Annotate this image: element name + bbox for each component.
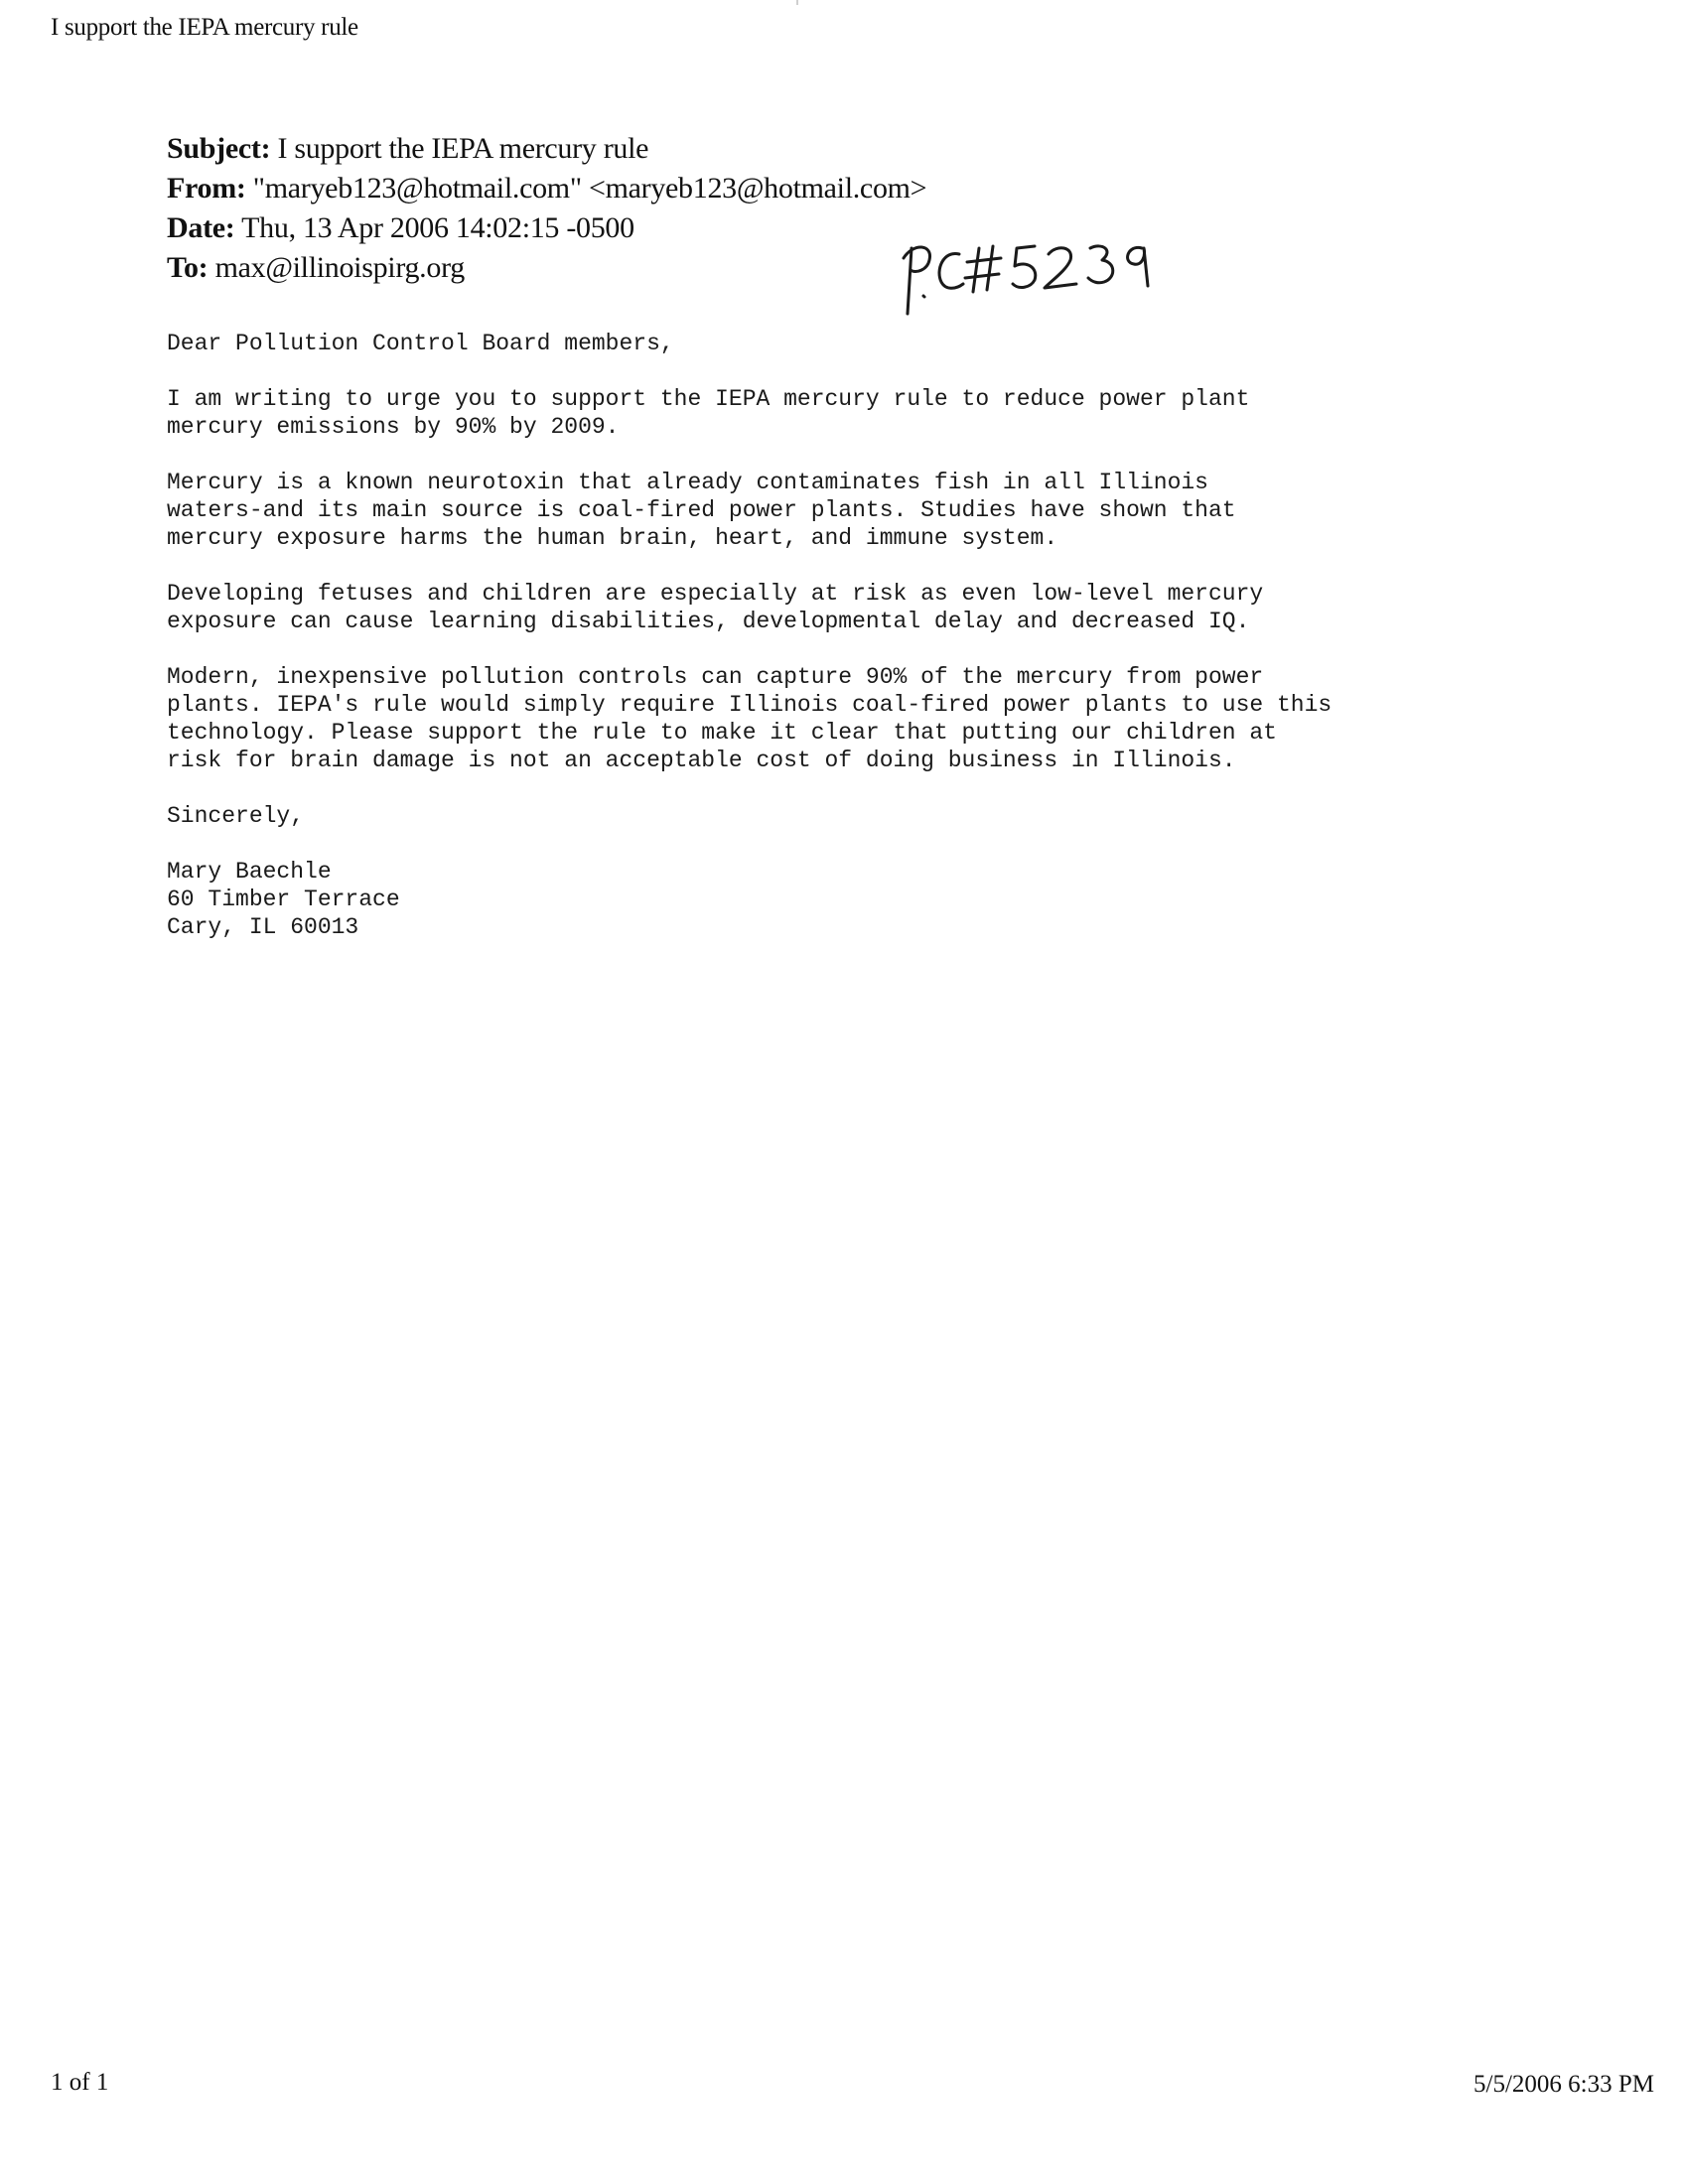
subject-row [167,129,926,169]
handwritten-pc-number [894,236,1192,320]
from-row [167,169,926,208]
date-value: Thu, 13 Apr 2006 14:02:15 -0500 [241,211,634,244]
signature-address-2: Cary, IL 60013 [167,914,359,940]
scan-mark [796,0,798,5]
date-label: Date: [167,211,235,244]
paragraph-2: Mercury is a known neurotoxin that already contaminates fish in all Illinois waters-and its main source is coal-fired power plants. Studies have shown that mercury exposure harms the human brain, heart, and immune system. [167,470,1236,551]
from-value: "maryeb123@hotmail.com" <maryeb123@hotmail.com> [252,172,927,205]
page-count: 1 of 1 [51,2069,109,2096]
date-row [167,208,926,248]
handwritten-pc-number-drawing [894,236,1192,320]
to-value: max@illinoispirg.org [214,251,465,284]
paragraph-1: I am writing to urge you to support the IEPA mercury rule to reduce power plant mercury emissions by 90% by 2009. [167,386,1250,440]
page-header-title: I support the IEPA mercury rule [51,14,358,41]
paragraph-4: Modern, inexpensive pollution controls can capture 90% of the mercury from power plants. IEPA's rule would simply require Illinois coal-fired power plants to use this technology. Please support the rule to make it clear that putting our children at risk for brain damage is not an acceptable cost of doing business in Illinois. [167,664,1333,773]
paragraph-3: Developing fetuses and children are especially at risk as even low-level mercury exposure can cause learning disabilities, developmental delay and decreased IQ. [167,581,1264,634]
subject-label: Subject: [167,132,271,165]
email-body [167,330,1557,941]
to-label: To: [167,251,209,284]
greeting: Dear Pollution Control Board members, [167,331,674,356]
email-headers [167,129,926,288]
signature-name: Mary Baechle [167,859,332,885]
closing: Sincerely, [167,803,305,829]
printed-timestamp: 5/5/2006 6:33 PM [1474,2071,1654,2098]
to-row [167,248,926,288]
from-label: From: [167,172,246,205]
signature-address-1: 60 Timber Terrace [167,887,400,912]
subject-value: I support the IEPA mercury rule [277,132,649,165]
